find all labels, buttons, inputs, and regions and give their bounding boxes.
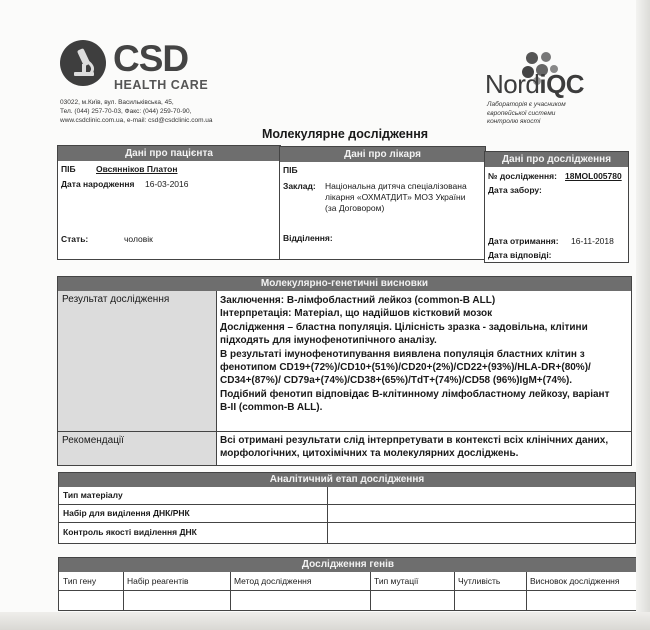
nordiqc-subtitle-line: європейської системи [487, 109, 556, 117]
microscope-logo-icon [60, 40, 106, 86]
recommendation-content [220, 434, 630, 461]
nordiqc-logo-text [485, 70, 584, 98]
genes-column-headers [59, 572, 637, 591]
doctor-name-label: ПІБ [283, 165, 298, 175]
study-received-label: Дата отримання: [488, 236, 559, 246]
recommendation-line: Всі отримані результати слід інтерпретувати в контексті всіх клінічних даних, [220, 435, 609, 446]
conclusions-header: Молекулярно-генетичні висновки [58, 277, 631, 291]
analytical-row-label: Контроль якості виділення ДНК [63, 527, 197, 537]
conclusion-line: Дослідження – бластна популяція. Цілісність зразка - задовільна, клітини [220, 321, 588, 333]
conclusion-line: Подібний фенотип відповідає В-клітинному лімфобластному лейкозу, варіант [220, 388, 610, 400]
genes-column-header: Набір реагентів [127, 576, 189, 586]
conclusion-line: підходять для імунофенотипічного аналізу. [220, 335, 437, 347]
address-line: Тел. (044) 257-70-03, Факс: (044) 259-70-90, [60, 108, 192, 115]
doctor-department-label: Відділення: [283, 233, 333, 243]
analytical-row [59, 523, 635, 543]
analytical-header: Аналітичний етап дослідження [59, 473, 635, 487]
doctor-section [279, 146, 486, 260]
genes-column-header: Тип мутації [374, 576, 419, 586]
result-label: Результат дослідження [62, 294, 170, 305]
study-number-value: 18MOL005780 [565, 171, 622, 181]
recommendation-line: морфологічних, цитохімічних та молекулярних досліджень. [220, 448, 519, 460]
patient-section [57, 145, 281, 260]
conclusion-line: Інтерпретація: Матеріал, що надійшов кістковий мозок [220, 308, 493, 320]
column-divider [526, 572, 527, 610]
analytical-row [59, 487, 635, 505]
paper-edge [636, 0, 650, 630]
recommendation-label: Рекомендації [62, 435, 124, 446]
analytical-row-label: Набір для виділення ДНК/РНК [63, 508, 190, 518]
document-title: Молекулярне дослідження [261, 127, 429, 141]
patient-header: Дані про пацієнта [58, 146, 280, 161]
column-divider [230, 572, 231, 610]
genes-column-header: Метод дослідження [234, 576, 312, 586]
conclusion-line: Заключення: В-лімфобластний лейкоз (common-B ALL) [220, 295, 496, 306]
address-line: 03022, м.Київ, вул. Васильківська, 45, [60, 99, 174, 106]
nordiqc-subtitle [487, 101, 577, 127]
patient-sex-label: Стать: [61, 234, 89, 244]
column-divider [370, 572, 371, 610]
nordiqc-subtitle-line: контролю якості [487, 118, 541, 125]
study-header: Дані про дослідження [485, 152, 628, 167]
conclusions-section [57, 276, 632, 466]
study-collection-label: Дата забору: [488, 185, 542, 195]
clinic-logo-subtitle: HEALTH CARE [114, 78, 209, 92]
patient-name-value: Овсянніков Платон [96, 164, 178, 174]
nordiqc-subtitle-line: Лабораторія є учасником [487, 101, 566, 108]
genes-column-header: Тип гену [63, 576, 97, 586]
address-line: www.csdclinic.com.ua, e-mail: csd@csdclinic.com.ua [60, 117, 213, 124]
conclusion-line: фенотипом CD19+(72%)/CD10+(51%)/CD20+(2%)/CD22+(93%)/HLA-DR+(80%)/ [220, 362, 591, 374]
result-label-cell [58, 291, 217, 432]
nordiqc-name-part: iQC [539, 69, 585, 99]
column-divider [327, 487, 328, 543]
analytical-row [59, 505, 635, 523]
genes-column-header: Чутливість [458, 576, 501, 586]
result-content [220, 294, 630, 415]
column-divider [454, 572, 455, 610]
study-received-value: 16-11-2018 [571, 236, 614, 246]
study-section [484, 151, 629, 263]
doctor-facility-label: Заклад: [283, 181, 316, 191]
doctor-header: Дані про лікаря [280, 147, 485, 162]
doctor-facility-value: Національна дитяча спеціалізована лікарня «ОХМАТДИТ» МОЗ України (за Договором) [325, 181, 467, 213]
paper-edge [0, 612, 650, 630]
study-response-label: Дата відповіді: [488, 250, 552, 260]
study-number-label: № дослідження: [488, 171, 557, 181]
conclusion-line: В результаті імунофенотипування виявлена популяція бластних клітин з [220, 348, 585, 360]
patient-dob-label: Дата народження [61, 179, 135, 189]
genes-header: Дослідження генів [59, 558, 637, 572]
analytical-section [58, 472, 636, 544]
recommendation-label-cell [58, 432, 217, 465]
analytical-row-label: Тип матеріалу [63, 490, 123, 500]
nordiqc-name-part: Nord [485, 69, 540, 99]
patient-sex-value: чоловік [124, 234, 153, 244]
genes-column-header: Висновок дослідження [530, 576, 620, 586]
patient-name-label: ПІБ [61, 164, 76, 174]
clinic-address [60, 98, 280, 125]
genes-section [58, 557, 638, 611]
column-divider [123, 572, 124, 610]
conclusion-line: B-II (common-B ALL). [220, 402, 323, 414]
clinic-logo-text: CSD [113, 38, 189, 79]
patient-dob-value: 16-03-2016 [145, 179, 189, 189]
conclusion-line: CD34+(87%)/ CD79a+(74%)/CD38+(65%)/TdT+(74%)/CD58 (96%)IgM+(74%). [220, 375, 573, 387]
